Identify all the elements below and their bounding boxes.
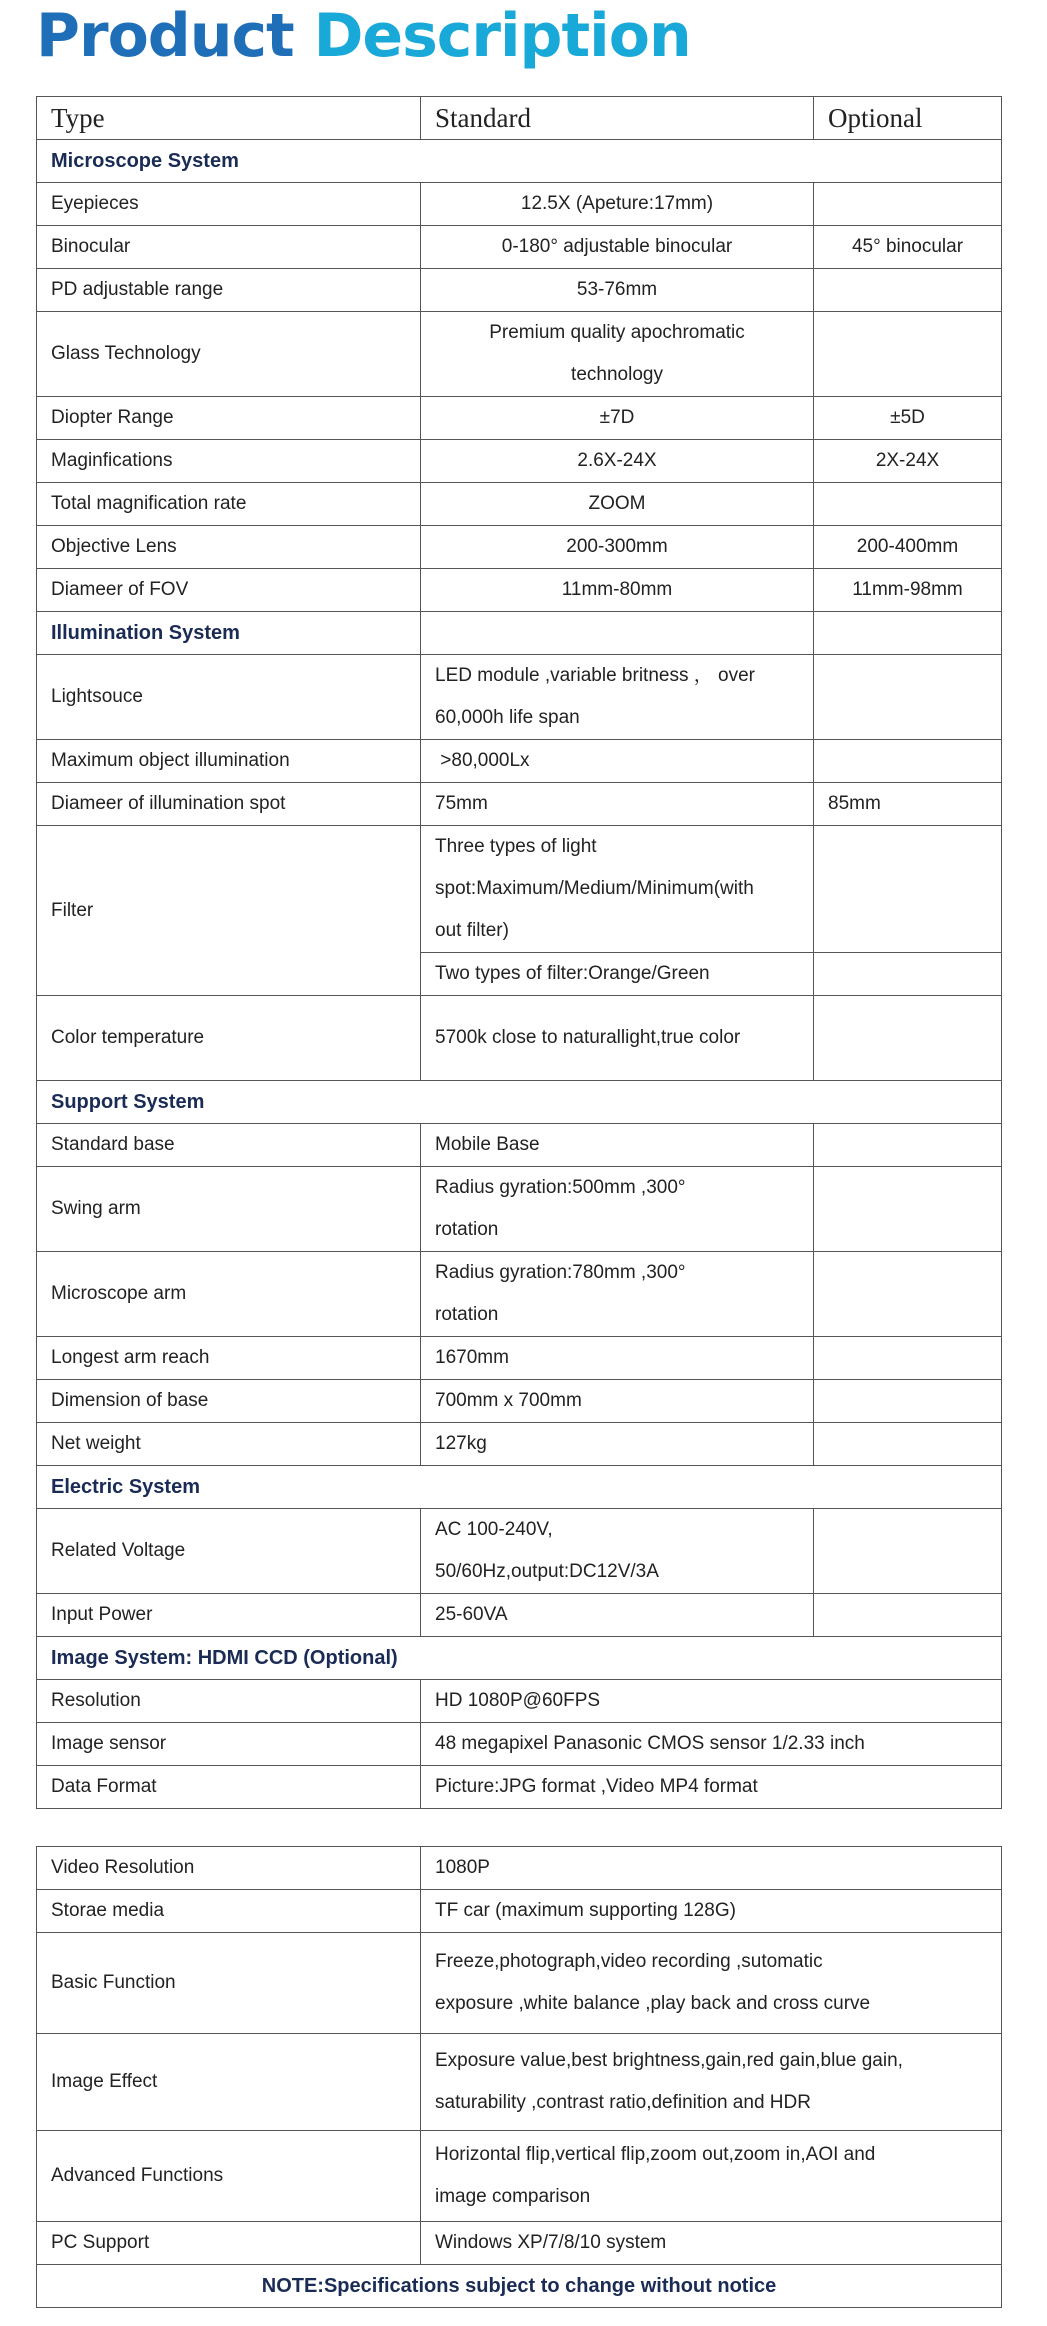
spec-table xyxy=(36,96,1002,1809)
section-illumination: Illumination System xyxy=(37,612,421,655)
row-value xyxy=(421,2034,1002,2131)
table-row xyxy=(37,1680,1002,1723)
row-label: Binocular xyxy=(37,226,421,269)
row-optional xyxy=(814,655,1002,740)
row-optional xyxy=(814,1423,1002,1466)
row-optional xyxy=(814,1124,1002,1167)
table-row xyxy=(37,1766,1002,1809)
table-row xyxy=(37,226,1002,269)
row-value: TF car (maximum supporting 128G) xyxy=(421,1890,1002,1933)
row-standard xyxy=(421,312,814,397)
row-label: Diameer of illumination spot xyxy=(37,783,421,826)
row-standard: Two types of filter:Orange/Green xyxy=(421,953,814,996)
table-row xyxy=(37,526,1002,569)
table-row xyxy=(37,1847,1002,1890)
table-row xyxy=(37,569,1002,612)
header-type: Type xyxy=(37,97,421,140)
row-value: HD 1080P@60FPS xyxy=(421,1680,1002,1723)
row-standard-line: Premium quality apochromatic xyxy=(489,322,745,343)
row-standard: 12.5X (Apeture:17mm) xyxy=(421,183,814,226)
table-row xyxy=(37,397,1002,440)
note-text: NOTE:Specifications subject to change without notice xyxy=(37,2265,1002,2308)
row-label: Related Voltage xyxy=(37,1509,421,1594)
table-row xyxy=(37,826,1002,953)
row-label: Eyepieces xyxy=(37,183,421,226)
row-standard: 25-60VA xyxy=(421,1594,814,1637)
table-row xyxy=(37,440,1002,483)
empty-cell xyxy=(814,612,1002,655)
row-value: 48 megapixel Panasonic CMOS sensor 1/2.33 inch xyxy=(421,1723,1002,1766)
row-optional xyxy=(814,1252,1002,1337)
table-row xyxy=(37,1890,1002,1933)
row-label: Input Power xyxy=(37,1594,421,1637)
row-standard xyxy=(421,1252,814,1337)
row-label: Dimension of base xyxy=(37,1380,421,1423)
row-label: Resolution xyxy=(37,1680,421,1723)
row-standard-line: spot:Maximum/Medium/Minimum(with xyxy=(435,878,754,899)
row-standard: ±7D xyxy=(421,397,814,440)
row-standard-line: 50/60Hz,output:DC12V/3A xyxy=(435,1561,659,1582)
section-row xyxy=(37,1466,1002,1509)
section-row xyxy=(37,1637,1002,1680)
row-standard: >80,000Lx xyxy=(421,740,814,783)
row-label: Lightsouce xyxy=(37,655,421,740)
table-row xyxy=(37,783,1002,826)
table-row xyxy=(37,996,1002,1081)
row-standard-line: rotation xyxy=(435,1219,499,1240)
table-row xyxy=(37,1723,1002,1766)
row-label: Data Format xyxy=(37,1766,421,1809)
table-row xyxy=(37,1167,1002,1252)
row-value-line: Freeze,photograph,video recording ,sutomatic xyxy=(435,1951,823,1972)
spec-table-continued xyxy=(36,1846,1002,2308)
row-standard-line: rotation xyxy=(435,1304,499,1325)
table-row xyxy=(37,2034,1002,2131)
row-optional xyxy=(814,1380,1002,1423)
row-label: Image sensor xyxy=(37,1723,421,1766)
table-row xyxy=(37,1509,1002,1594)
row-standard: 75mm xyxy=(421,783,814,826)
row-optional: 45° binocular xyxy=(814,226,1002,269)
title-word-description: Description xyxy=(313,1,691,71)
empty-cell xyxy=(814,953,1002,996)
row-label: Longest arm reach xyxy=(37,1337,421,1380)
page-title xyxy=(36,0,691,72)
title-word-product: Product xyxy=(36,1,294,71)
row-label: Video Resolution xyxy=(37,1847,421,1890)
table-row xyxy=(37,1124,1002,1167)
row-standard: ZOOM xyxy=(421,483,814,526)
row-label: Filter xyxy=(37,826,421,996)
row-label: Total magnification rate xyxy=(37,483,421,526)
table-row xyxy=(37,269,1002,312)
header-optional: Optional xyxy=(814,97,1002,140)
section-electric: Electric System xyxy=(37,1466,1002,1509)
header-row xyxy=(37,97,1002,140)
row-standard-line: Radius gyration:780mm ,300° xyxy=(435,1262,686,1283)
row-label: Swing arm xyxy=(37,1167,421,1252)
table-row xyxy=(37,2131,1002,2222)
row-value-line: Exposure value,best brightness,gain,red gain,blue gain, xyxy=(435,2050,903,2071)
row-standard-line: technology xyxy=(571,364,663,385)
row-standard: 127kg xyxy=(421,1423,814,1466)
row-label: Objective Lens xyxy=(37,526,421,569)
section-microscope: Microscope System xyxy=(37,140,1002,183)
row-optional xyxy=(814,312,1002,397)
row-optional xyxy=(814,1509,1002,1594)
row-value-line: exposure ,white balance ,play back and cross curve xyxy=(435,1993,871,2014)
header-standard: Standard xyxy=(421,97,814,140)
row-standard: 1670mm xyxy=(421,1337,814,1380)
table-row xyxy=(37,1252,1002,1337)
row-standard: 700mm x 700mm xyxy=(421,1380,814,1423)
row-label: Image Effect xyxy=(37,2034,421,2131)
row-optional xyxy=(814,826,1002,953)
row-value xyxy=(421,2131,1002,2222)
table-row xyxy=(37,312,1002,397)
row-value-line: saturability ,contrast ratio,definition and HDR xyxy=(435,2092,811,2113)
row-standard-line: 60,000h life span xyxy=(435,707,580,728)
row-label: Glass Technology xyxy=(37,312,421,397)
row-optional: ±5D xyxy=(814,397,1002,440)
row-optional: 11mm-98mm xyxy=(814,569,1002,612)
row-standard xyxy=(421,1167,814,1252)
row-value: 1080P xyxy=(421,1847,1002,1890)
section-row xyxy=(37,1081,1002,1124)
row-standard: Mobile Base xyxy=(421,1124,814,1167)
row-standard: 5700k close to naturallight,true color xyxy=(421,996,814,1081)
row-standard-line: Three types of light xyxy=(435,836,597,857)
row-label: Storae media xyxy=(37,1890,421,1933)
row-optional xyxy=(814,1337,1002,1380)
note-row xyxy=(37,2265,1002,2308)
row-standard: 2.6X-24X xyxy=(421,440,814,483)
row-optional: 85mm xyxy=(814,783,1002,826)
row-optional xyxy=(814,269,1002,312)
table-row xyxy=(37,483,1002,526)
row-value-line: image comparison xyxy=(435,2186,591,2207)
row-label: Maximum object illumination xyxy=(37,740,421,783)
empty-cell xyxy=(421,612,814,655)
row-standard-line: out filter) xyxy=(435,920,509,941)
table-row xyxy=(37,655,1002,740)
row-standard-line: Radius gyration:500mm ,300° xyxy=(435,1177,686,1198)
row-standard: 11mm-80mm xyxy=(421,569,814,612)
row-label: Basic Function xyxy=(37,1933,421,2034)
table-row xyxy=(37,1423,1002,1466)
row-optional: 200-400mm xyxy=(814,526,1002,569)
table-row xyxy=(37,1933,1002,2034)
row-value-line: Horizontal flip,vertical flip,zoom out,zoom in,AOI and xyxy=(435,2144,876,2165)
row-label: Net weight xyxy=(37,1423,421,1466)
table-row xyxy=(37,740,1002,783)
row-optional xyxy=(814,1594,1002,1637)
row-standard-line: AC 100-240V, xyxy=(435,1519,553,1540)
row-optional xyxy=(814,740,1002,783)
table-row xyxy=(37,1337,1002,1380)
row-label: Color temperature xyxy=(37,996,421,1081)
section-row xyxy=(37,612,1002,655)
table-row xyxy=(37,1594,1002,1637)
row-standard xyxy=(421,655,814,740)
section-support: Support System xyxy=(37,1081,1002,1124)
table-row xyxy=(37,1380,1002,1423)
row-standard: 200-300mm xyxy=(421,526,814,569)
row-optional xyxy=(814,1167,1002,1252)
row-value: Picture:JPG format ,Video MP4 format xyxy=(421,1766,1002,1809)
row-optional xyxy=(814,483,1002,526)
row-standard xyxy=(421,826,814,953)
row-optional: 2X-24X xyxy=(814,440,1002,483)
row-label: PC Support xyxy=(37,2222,421,2265)
table-row xyxy=(37,2222,1002,2265)
row-standard: 53-76mm xyxy=(421,269,814,312)
row-label: Maginfications xyxy=(37,440,421,483)
row-label: Diopter Range xyxy=(37,397,421,440)
row-standard-line: LED module ,variable britness ， over xyxy=(435,665,755,686)
table-row xyxy=(37,183,1002,226)
row-label: PD adjustable range xyxy=(37,269,421,312)
row-standard: 0-180° adjustable binocular xyxy=(421,226,814,269)
row-value xyxy=(421,1933,1002,2034)
row-value: Windows XP/7/8/10 system xyxy=(421,2222,1002,2265)
row-optional xyxy=(814,996,1002,1081)
section-image: Image System: HDMI CCD (Optional) xyxy=(37,1637,1002,1680)
row-standard xyxy=(421,1509,814,1594)
row-label: Standard base xyxy=(37,1124,421,1167)
row-label: Advanced Functions xyxy=(37,2131,421,2222)
row-label: Microscope arm xyxy=(37,1252,421,1337)
row-label: Diameer of FOV xyxy=(37,569,421,612)
section-row xyxy=(37,140,1002,183)
row-optional xyxy=(814,183,1002,226)
